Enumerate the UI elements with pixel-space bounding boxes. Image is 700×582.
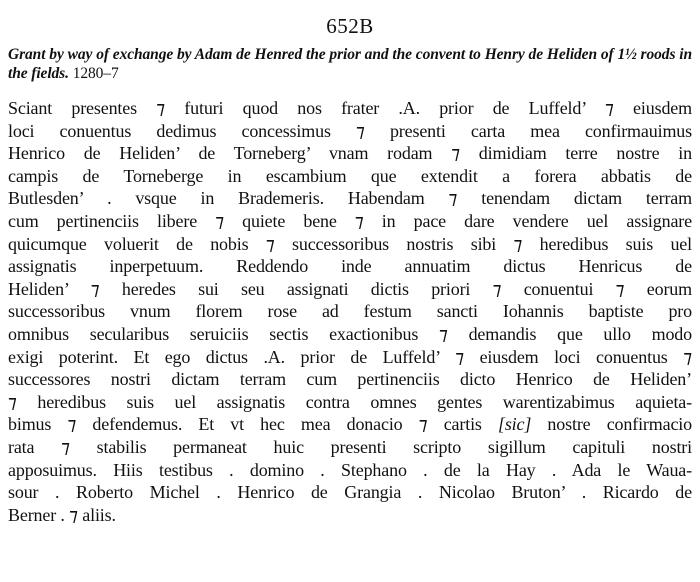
text-line: campis de Torneberge in escambium que extendit a forera abbatis de <box>8 165 692 186</box>
document-heading <box>8 46 692 83</box>
heading-date: 1280–7 <box>72 64 119 82</box>
text-line: Berner . ⁊ aliis. <box>8 504 116 525</box>
text-line: Heliden’ ⁊ heredes sui seu assignati dictis priori ⁊ conuentui ⁊ eorum <box>8 278 692 299</box>
charter-text <box>8 97 692 526</box>
text-line: assignatis inperpetuum. Reddendo inde annuatim dictus Henricus de <box>8 256 692 277</box>
heading-title: Grant by way of exchange by Adam de Henred the prior and the convent to Henry de Heliden of 1½ roods in the fields. <box>8 46 692 82</box>
text-line: successoribus vnum florem rose ad festum sancti Iohannis baptiste pro <box>8 301 692 322</box>
text-line: cum pertinenciis libere ⁊ quiete bene ⁊ in pace dare vendere uel assignare <box>8 210 692 231</box>
text-line: exigi poterint. Et ego dictus .A. prior de Luffeld’ ⁊ eiusdem loci conuentus ⁊ <box>8 346 692 367</box>
text-line: bimus ⁊ defendemus. Et vt hec mea donacio ⁊ cartis [sic] nostre confirmacio <box>8 414 692 435</box>
text-line: apposuimus. Hiis testibus . domino . Stephano . de la Hay . Ada le Waua- <box>8 459 692 480</box>
text-line: Henrico de Heliden’ de Torneberg’ vnam rodam ⁊ dimidiam terre nostre in <box>8 143 692 164</box>
text-line: Sciant presentes ⁊ futuri quod nos frater .A. prior de Luffeld’ ⁊ eiusdem <box>8 98 692 118</box>
text-line: quicumque voluerit de nobis ⁊ successoribus nostris sibi ⁊ heredibus suis uel <box>8 233 692 254</box>
text-line: omnibus secularibus seruiciis sectis exactionibus ⁊ demandis que ullo modo <box>8 323 692 344</box>
text-line: Butlesden’ . vsque in Brademeris. Habendam ⁊ tenendam dictam terram <box>8 188 692 209</box>
text-line: sour . Roberto Michel . Henrico de Grangia . Nicolao Bruton’ . Ricardo de <box>8 482 692 503</box>
text-line: loci conuentus dedimus concessimus ⁊ presenti carta mea confirmauimus <box>8 120 692 141</box>
text-line: rata ⁊ stabilis permaneat huic presenti scripto sigillum capituli nostri <box>8 436 692 457</box>
text-line: successores nostri dictam terram cum pertinenciis dicto Henrico de Heliden’ <box>8 369 692 390</box>
document-number: 652B <box>326 14 374 38</box>
text-line: ⁊ heredibus suis uel assignatis contra omnes gentes warentizabimus aquieta- <box>8 391 692 412</box>
sic-marker: [sic] <box>497 414 532 435</box>
